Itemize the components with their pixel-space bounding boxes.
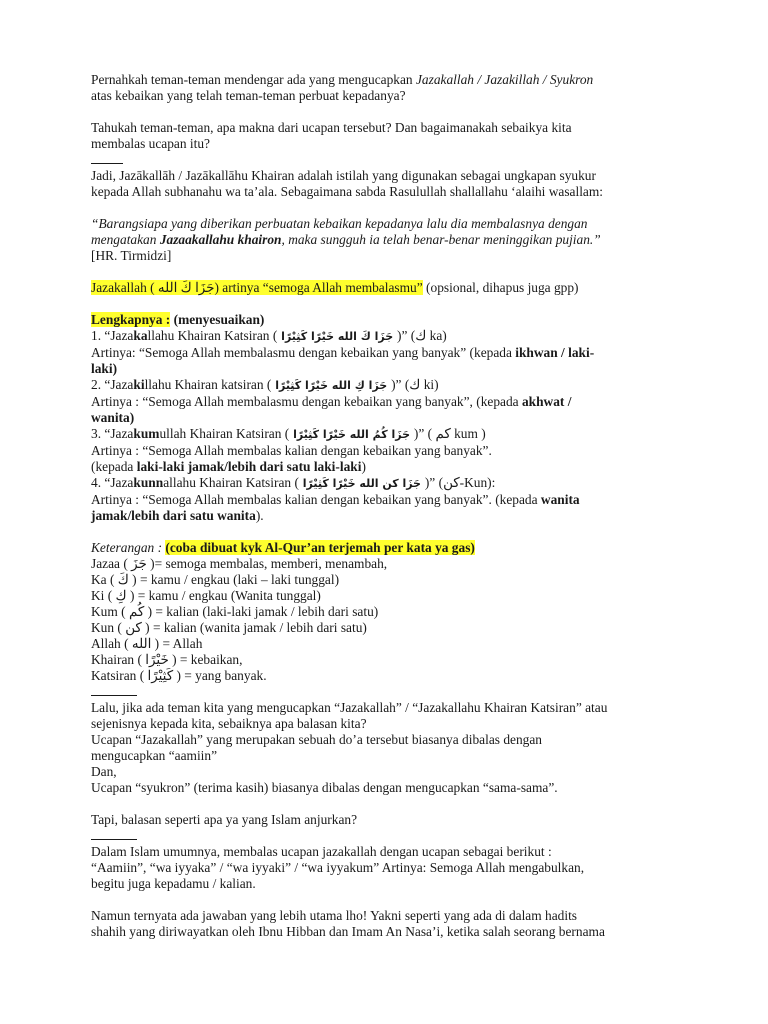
separator-rule <box>91 828 691 844</box>
greeting-terms: Jazakallah / Jazakillah / Syukron <box>415 72 594 87</box>
item-2-meaning: Artinya : “Semoga Allah membalasmu dengan kebaikan yang banyak”, (kepada akhwat / <box>91 394 572 409</box>
intro-line-2: atas kebaikan yang telah teman-teman perbuat kepadanya? <box>91 88 406 103</box>
question-line-1: Tahukah teman-teman, apa makna dari ucapan tersebut? Dan bagaimanakah sebaikya kita <box>91 120 572 135</box>
glossary-item: Khairan ( خَيْرًا ) = kebaikan, <box>91 652 243 667</box>
separator-rule <box>91 684 691 700</box>
item-4-meaning-cont: jamak/lebih dari satu wanita). <box>91 508 264 523</box>
complete-heading: Lengkapnya : (menyesuaikan) <box>91 312 265 327</box>
reply-line: mengucapkan “aamiin” <box>91 748 218 763</box>
reply-line: Dan, <box>91 764 117 779</box>
reply-line: Ucapan “Jazakallah” yang merupakan sebuah do’a tersebut biasanya dibalas dengan <box>91 732 542 747</box>
hadith-line-2: mengatakan Jazaakallahu khairon, maka sungguh ia telah benar-benar meninggikan pujian.” <box>91 232 601 247</box>
item-3-meaning: Artinya : “Semoga Allah membalas kalian dengan kebaikan yang banyak”. <box>91 443 492 458</box>
item-1: 1. “Jazakallahu Khairan Katsiran ( جَزَا كَ الله خَيْرًا كَثِيْرًا )” (ك ka) <box>91 328 447 343</box>
explain-line-1: Jadi, Jazākallāh / Jazākallāhu Khairan adalah istilah yang digunakan sebagai ungkapan syukur <box>91 168 596 183</box>
meaning-line: Jazakallah ( جَزَا كَ الله) artinya “semoga Allah membalasmu” (opsional, dihapus juga gpp) <box>91 280 579 295</box>
glossary-item: Kum ( كُم ) = kalian (laki-laki jamak / lebih dari satu) <box>91 604 379 619</box>
glossary-item: Ki ( كِ ) = kamu / engkau (Wanita tunggal) <box>91 588 321 603</box>
arabic-phrase: جَزَا كن الله خَيْرًا كَثِيْرًا <box>298 477 425 490</box>
intro-line-1: Pernahkah teman-teman mendengar ada yang mengucapkan Jazakallah / Jazakillah / Syukron <box>91 72 594 87</box>
islam-line: begitu juga kepadamu / kalian. <box>91 876 256 891</box>
islam-line: “Aamiin”, “wa iyyaka” / “wa iyyaki” / “wa iyyakum” Artinya: Semoga Allah mengabulkan, <box>91 860 585 875</box>
glossary-item: Jazaa ( جَزَ )= semoga membalas, memberi, menambah, <box>91 556 388 571</box>
question-line-2: membalas ucapan itu? <box>91 136 210 151</box>
reply-line: Lalu, jika ada teman kita yang mengucapkan “Jazakallah” / “Jazakallahu Khairan Katsiran” atau <box>91 700 608 715</box>
item-3: 3. “Jazakumullah Khairan Katsiran ( جَزَا كُمُ الله خَيْرًا كَثِيْرًا )” ( كم kum ) <box>91 426 486 441</box>
reply-line: sejenisnya kepada kita, sebaiknya apa balasan kita? <box>91 716 367 731</box>
explain-line-2: kepada Allah subhanahu wa ta’ala. Sebagaimana sabda Rasulullah shallallahu ‘alaihi wasallam: <box>91 184 604 199</box>
islam-line: Dalam Islam umumnya, membalas ucapan jazakallah dengan ucapan sebagai berikut : <box>91 844 552 859</box>
islam-line: shahih yang diriwayatkan oleh Ibnu Hibban dan Imam An Nasa’i, ketika salah seorang bernama <box>91 924 605 939</box>
reply-line: Ucapan “syukron” (terima kasih) biasanya dibalas dengan mengucapkan “sama-sama”. <box>91 780 558 795</box>
arabic-phrase: جَزَا كُمُ الله خَيْرًا كَثِيْرًا <box>289 428 414 441</box>
document-page <box>91 72 691 940</box>
item-2: 2. “Jazakillahu Khairan katsiran ( جَزَا كِ الله خَيْرًا كَثِيْرًا )” (ك ki) <box>91 377 439 392</box>
glossary-item: Katsiran ( كَثِيْرًا ) = yang banyak. <box>91 668 267 683</box>
glossary-item: Kun ( كن ) = kalian (wanita jamak / lebih dari satu) <box>91 620 367 635</box>
arabic-phrase: جَزَا كِ الله خَيْرًا كَثِيْرًا <box>271 379 392 392</box>
glossary-item: Allah ( الله ) = Allah <box>91 636 203 651</box>
item-2-meaning-cont: wanita) <box>91 410 135 425</box>
item-3-meaning-cont: (kepada laki-laki jamak/lebih dari satu laki-laki) <box>91 459 366 474</box>
item-4: 4. “Jazakunnallahu Khairan Katsiran ( جَزَا كن الله خَيْرًا كَثِيْرًا )” (كن-Kun): <box>91 475 496 490</box>
reply-question: Tapi, balasan seperti apa ya yang Islam anjurkan? <box>91 812 358 827</box>
item-4-meaning: Artinya : “Semoga Allah membalas kalian dengan kebaikan yang banyak”. (kepada wanita <box>91 492 580 507</box>
arabic-phrase: جَزَا كَ الله خَيْرًا كَثِيْرًا <box>277 330 398 343</box>
glossary-heading: Keterangan : (coba dibuat kyk Al-Qur’an terjemah per kata ya gas) <box>91 540 475 555</box>
hadith-line-1: “Barangsiapa yang diberikan perbuatan kebaikan kepadanya lalu dia membalasnya dengan <box>91 216 588 231</box>
separator-rule <box>91 152 691 168</box>
hadith-source: [HR. Tirmidzi] <box>91 248 172 263</box>
item-1-meaning: Artinya: “Semoga Allah membalasmu dengan kebaikan yang banyak” (kepada ikhwan / laki- <box>91 345 595 360</box>
highlight-meaning: Jazakallah ( جَزَا كَ الله) artinya “semoga Allah membalasmu” <box>91 280 423 295</box>
item-1-meaning-cont: laki) <box>91 361 118 376</box>
islam-line: Namun ternyata ada jawaban yang lebih utama lho! Yakni seperti yang ada di dalam hadits <box>91 908 578 923</box>
glossary-item: Ka ( كَ ) = kamu / engkau (laki – laki tunggal) <box>91 572 340 587</box>
